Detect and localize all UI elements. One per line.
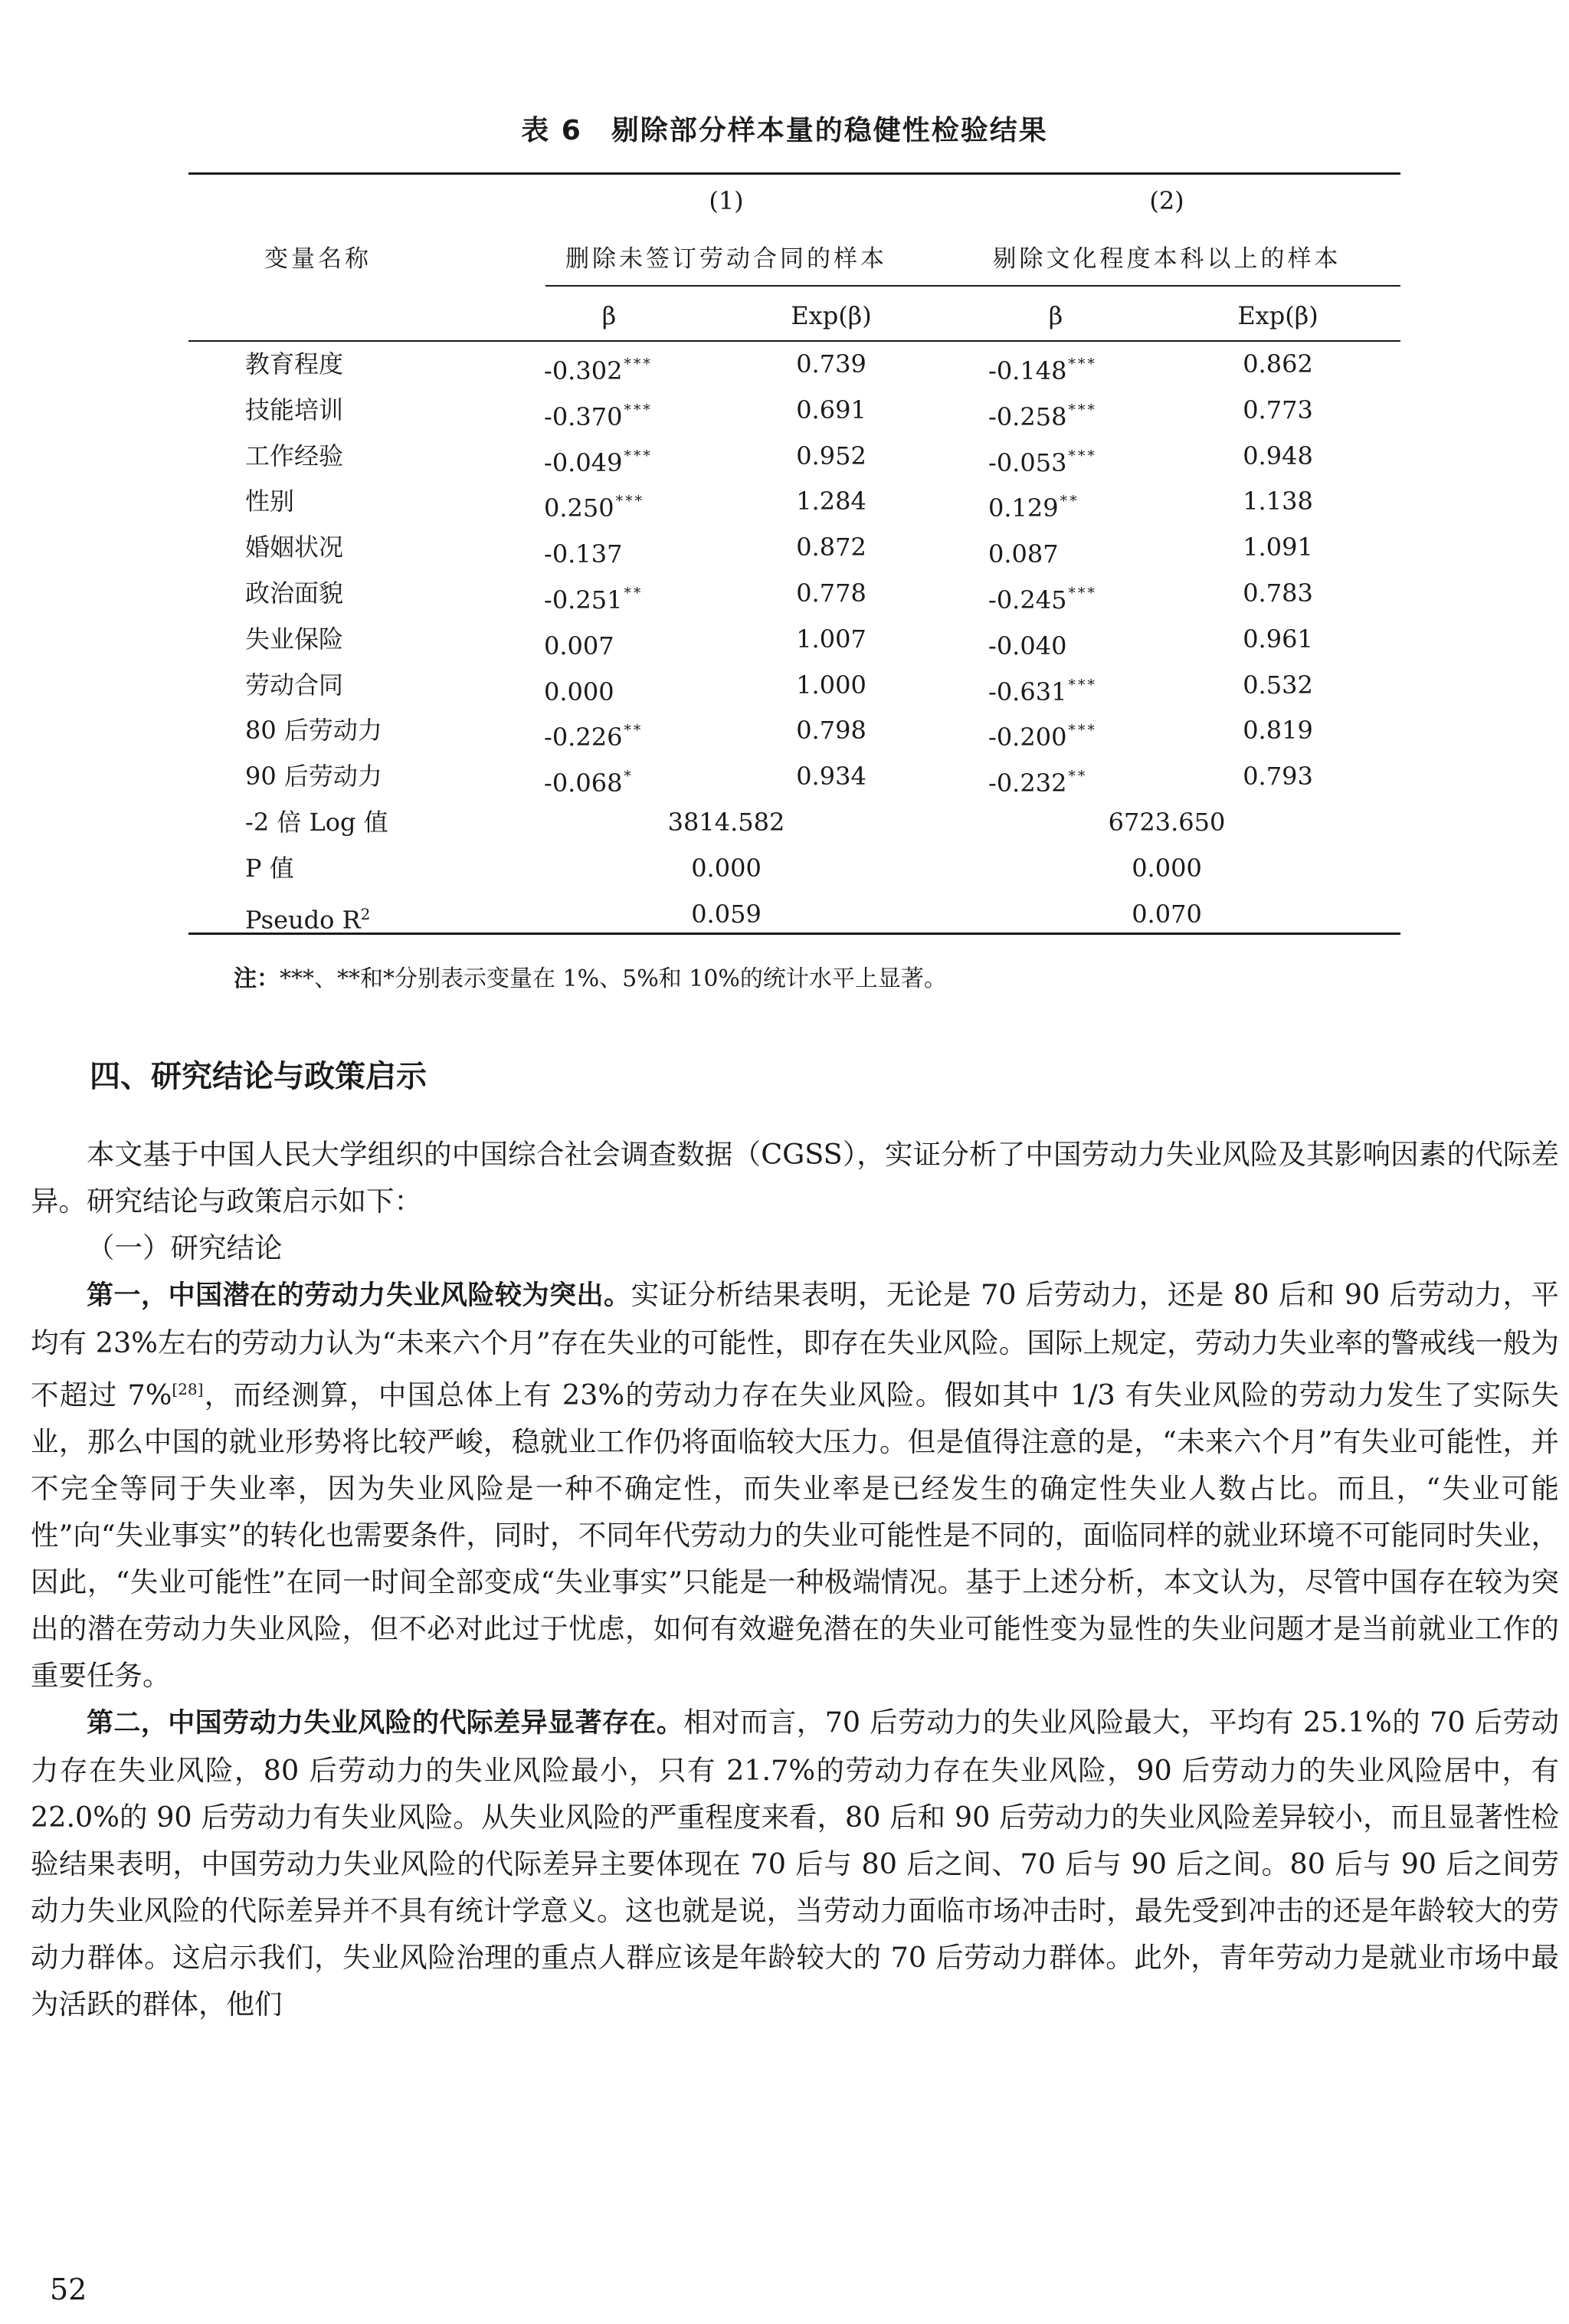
row-variable-name: 工作经验 xyxy=(245,441,344,470)
row-beta-2 xyxy=(988,349,1097,386)
table-caption: 表 6 剔除部分样本量的稳健性检验结果 xyxy=(521,115,1048,146)
table-note xyxy=(234,959,947,993)
significance-stars: *** xyxy=(624,401,653,418)
note-label: 注： xyxy=(234,965,280,992)
row-exp-1: 0.739 xyxy=(796,349,866,379)
row-exp-1: 1.007 xyxy=(796,624,866,654)
paragraph-1-text-a: 实证分析结果表明，无论是 70 后劳动力，还是 80 后和 90 后劳动力，平均有 23%左右的劳动力认为“未来六个月”存在失业的可能性，即存在失业风险。国际上规定，劳动力失业率的警戒线一般为不超过 7% xyxy=(31,1278,1559,1412)
col-beta-2: β xyxy=(1048,301,1063,330)
significance-stars: * xyxy=(624,768,634,785)
beta-value: -0.137 xyxy=(544,539,623,569)
stat-value-2: 0.000 xyxy=(1132,853,1202,883)
beta-value: 0.000 xyxy=(544,677,614,706)
row-beta-1 xyxy=(544,578,643,615)
row-beta-2 xyxy=(988,578,1097,615)
beta-value: -0.040 xyxy=(988,631,1067,660)
row-beta-1 xyxy=(544,395,653,432)
stat-name xyxy=(245,853,294,883)
row-variable-name: 技能培训 xyxy=(245,395,344,424)
row-exp-2: 0.862 xyxy=(1243,349,1313,379)
row-exp-2: 0.793 xyxy=(1243,762,1313,792)
row-variable-name: 失业保险 xyxy=(245,624,344,654)
row-beta-2 xyxy=(988,486,1079,523)
beta-value: 0.007 xyxy=(544,631,614,660)
paragraph-2-lead: 第二，中国劳动力失业风险的代际差异显著存在。 xyxy=(87,1708,684,1739)
row-variable-name: 劳动合同 xyxy=(245,670,344,700)
row-variable-name: 婚姻状况 xyxy=(245,533,344,562)
paragraph-2 xyxy=(31,1699,1559,2027)
paragraph-1 xyxy=(31,1271,1559,1699)
row-beta-2 xyxy=(988,670,1097,707)
variable-name-header: 变量名称 xyxy=(264,245,372,273)
beta-value: -0.053 xyxy=(988,447,1067,477)
citation-28: [28] xyxy=(172,1380,204,1398)
body-text xyxy=(31,1131,1559,2027)
row-beta-1 xyxy=(544,532,624,569)
beta-value: -0.631 xyxy=(988,677,1067,706)
row-beta-1 xyxy=(544,761,634,798)
table-column-rule xyxy=(188,340,1400,342)
col-beta-1: β xyxy=(601,301,617,330)
stat-value-2: 0.070 xyxy=(1132,899,1202,929)
row-beta-2 xyxy=(988,761,1087,798)
significance-stars: ** xyxy=(624,722,644,739)
row-beta-2 xyxy=(988,441,1097,478)
significance-stars: *** xyxy=(1068,585,1097,601)
row-variable-name: 80 后劳动力 xyxy=(245,716,382,746)
row-exp-2: 0.961 xyxy=(1243,624,1313,654)
col-exp-1: Exp(β) xyxy=(791,301,872,330)
beta-value: -0.232 xyxy=(988,769,1067,798)
significance-stars: ** xyxy=(1068,768,1088,785)
beta-value: 0.087 xyxy=(988,539,1059,569)
row-variable-name: 性别 xyxy=(245,487,295,516)
stat-name xyxy=(245,807,388,837)
intro-paragraph: 本文基于中国人民大学组织的中国综合社会调查数据（CGSS），实证分析了中国劳动力失业风险及其影响因素的代际差异。研究结论与政策启示如下： xyxy=(31,1138,1559,1218)
paragraph-1-lead: 第一，中国潜在的劳动力失业风险较为突出。 xyxy=(87,1280,631,1311)
row-exp-2: 0.819 xyxy=(1243,716,1313,746)
group2-number: (2) xyxy=(1149,186,1184,215)
significance-stars: *** xyxy=(1068,356,1097,372)
group2-title: 剔除文化程度本科以上的样本 xyxy=(992,245,1341,273)
row-exp-2: 0.532 xyxy=(1243,670,1313,700)
significance-stars: ** xyxy=(1060,493,1079,510)
group1-title: 删除未签订劳动合同的样本 xyxy=(565,245,887,273)
row-exp-2: 1.138 xyxy=(1243,487,1313,516)
row-exp-2: 1.091 xyxy=(1243,533,1313,562)
stat-value-1: 3814.582 xyxy=(667,808,785,837)
row-beta-2 xyxy=(988,624,1068,661)
stat-value-2: 6723.650 xyxy=(1108,808,1226,837)
row-exp-1: 0.778 xyxy=(796,579,866,608)
beta-value: -0.251 xyxy=(544,585,623,615)
row-variable-name: 教育程度 xyxy=(245,349,344,379)
beta-value: -0.258 xyxy=(988,402,1067,431)
row-beta-2 xyxy=(988,395,1097,432)
beta-value: -0.245 xyxy=(988,585,1067,615)
significance-stars: *** xyxy=(1068,722,1097,739)
significance-stars: *** xyxy=(624,356,653,372)
row-exp-1: 0.798 xyxy=(796,716,866,746)
row-variable-name: 90 后劳动力 xyxy=(245,762,382,792)
stat-label: -2 倍 Log 值 xyxy=(245,808,388,837)
note-text: ***、**和*分别表示变量在 1%、5%和 10%的统计水平上显著。 xyxy=(280,965,947,992)
beta-value: -0.302 xyxy=(544,356,623,385)
beta-value: -0.068 xyxy=(544,769,623,798)
stat-label: P 值 xyxy=(245,853,294,883)
significance-stars: *** xyxy=(615,493,645,510)
row-exp-1: 0.691 xyxy=(796,395,866,424)
row-beta-2 xyxy=(988,715,1097,752)
beta-value: -0.200 xyxy=(988,723,1067,752)
row-exp-1: 0.934 xyxy=(796,762,866,792)
row-exp-1: 0.952 xyxy=(796,441,866,470)
subsection-heading: （一）研究结论 xyxy=(87,1231,283,1264)
row-exp-2: 0.948 xyxy=(1243,441,1313,470)
row-exp-1: 1.000 xyxy=(796,670,866,700)
table-top-rule xyxy=(188,172,1400,175)
beta-value: -0.226 xyxy=(544,723,623,752)
paragraph-2-text: 相对而言，70 后劳动力的失业风险最大，平均有 25.1%的 70 后劳动力存在失业风险，80 后劳动力的失业风险最小，只有 21.7%的劳动力存在失业风险，90 后劳动力的失业风险居中，有 22.0%的 90 后劳动力有失业风险。从失业风险的严重程度来看，80 后和 90 后劳动力的失业风险差异较小，而且显著性检验结果表明，中国劳动力失业风险的代际差异主要体现在 70 后与 80 后之间、70 后与 90 后之间。80 后与 90 后之间劳动力失业风险的代际差异并不具有统计学意义。这也就是说，当劳动力面临市场冲击时，最先受到冲击的还是年龄较大的劳动力群体。这启示我们，失业风险治理的重点人群应该是年龄较大的 70 后劳动力群体。此外，青年劳动力是就业市场中最为活跃的群体，他们 xyxy=(31,1706,1559,2021)
row-beta-1 xyxy=(544,670,616,707)
significance-stars: ** xyxy=(624,585,644,601)
row-beta-1 xyxy=(544,349,653,386)
col-exp-2: Exp(β) xyxy=(1237,301,1318,330)
row-exp-1: 0.872 xyxy=(796,533,866,562)
stat-superscript: 2 xyxy=(360,904,371,923)
row-variable-name: 政治面貌 xyxy=(245,579,344,608)
beta-value: -0.370 xyxy=(544,402,623,431)
stat-value-1: 0.000 xyxy=(691,853,762,883)
row-beta-1 xyxy=(544,715,643,752)
row-beta-1 xyxy=(544,441,653,478)
significance-stars: *** xyxy=(1068,401,1097,418)
stat-name xyxy=(245,899,370,936)
significance-stars: *** xyxy=(624,447,653,464)
paragraph-1-text-b: ，而经测算，中国总体上有 23%的劳动力存在失业风险。假如其中 1/3 有失业风险的劳动力发生了实际失业，那么中国的就业形势将比较严峻，稳就业工作仍将面临较大压力。但是值得注意的是，“未来六个月”有失业可能性，并不完全等同于失业率，因为失业风险是一种不确定性，而失业率是已经发生的确定性失业人数占比。而且，“失业可能性”向“失业事实”的转化也需要条件，同时，不同年代劳动力的失业可能性是不同的，面临同样的就业环境不可能同时失业，因此，“失业可能性”在同一时间全部变成“失业事实”只能是一种极端情况。基于上述分析，本文认为，尽管中国存在较为突出的潜在劳动力失业风险，但不必对此过于忧虑，如何有效避免潜在的失业可能性变为显性的失业问题才是当前就业工作的重要任务。 xyxy=(31,1378,1559,1693)
beta-value: -0.148 xyxy=(988,356,1067,385)
significance-stars: *** xyxy=(1068,447,1097,464)
table-header-rule xyxy=(545,285,1400,287)
row-exp-2: 0.783 xyxy=(1243,579,1313,608)
section-heading: 四、研究结论与政策启示 xyxy=(90,1059,427,1094)
stat-label: Pseudo R xyxy=(245,905,361,935)
row-exp-1: 1.284 xyxy=(796,487,866,516)
row-beta-2 xyxy=(988,532,1060,569)
row-beta-1 xyxy=(544,486,644,523)
significance-stars: *** xyxy=(1068,676,1097,693)
stat-value-1: 0.059 xyxy=(691,899,762,929)
row-beta-1 xyxy=(544,624,616,661)
beta-value: -0.049 xyxy=(544,447,623,477)
beta-value: 0.250 xyxy=(544,493,614,523)
group1-number: (1) xyxy=(709,186,744,215)
page-number: 52 xyxy=(50,2273,87,2306)
row-exp-2: 0.773 xyxy=(1243,395,1313,424)
beta-value: 0.129 xyxy=(988,493,1059,523)
